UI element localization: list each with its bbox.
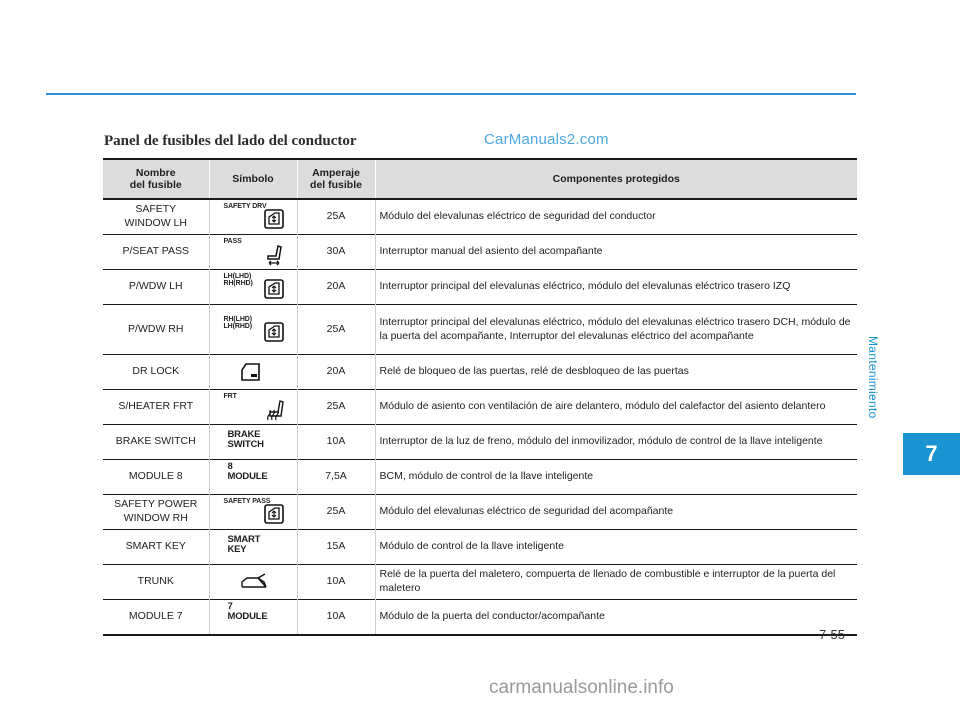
fuse-name: MODULE 7 [103, 600, 209, 636]
fuse-table [103, 158, 857, 636]
fuse-name: P/WDW LH [103, 270, 209, 305]
table-row [103, 565, 857, 600]
fuse-name: SAFETY WINDOW LH [103, 199, 209, 235]
table-row [103, 305, 857, 355]
protected-components: Interruptor de la luz de freno, módulo del inmovilizador, módulo de control de la llave inteligente [375, 425, 857, 460]
symbol-label: FRT [223, 393, 237, 400]
fuse-amperage: 25A [297, 390, 375, 425]
fuse-name: S/HEATER FRT [103, 390, 209, 425]
table-row [103, 600, 857, 636]
fuse-symbol [209, 199, 297, 235]
fuse-amperage: 25A [297, 305, 375, 355]
fuse-symbol [209, 530, 297, 565]
table-row [103, 460, 857, 495]
symbol-label: 8 MODULE [227, 461, 268, 482]
header-amperage: Amperaje del fusible [297, 159, 375, 199]
table-row [103, 199, 857, 235]
symbol-label: SMART KEY [227, 534, 261, 555]
protected-components: BCM, módulo de control de la llave inteligente [375, 460, 857, 495]
symbol-box [214, 567, 293, 597]
symbol-label: BRAKE SWITCH [227, 429, 264, 450]
symbol-box [214, 237, 293, 267]
fuse-name: MODULE 8 [103, 460, 209, 495]
header-fuse-name: Nombre del fusible [103, 159, 209, 199]
fuse-amperage: 10A [297, 565, 375, 600]
top-rule [46, 93, 856, 95]
fuse-amperage: 20A [297, 270, 375, 305]
fuse-symbol [209, 600, 297, 636]
fuse-amperage: 20A [297, 355, 375, 390]
protected-components: Módulo de control de la llave inteligente [375, 530, 857, 565]
protected-components: Interruptor principal del elevalunas eléctrico, módulo del elevalunas eléctrico trasero DCH, módulo de la puerta del acompañante, Interruptor del elevalunas eléctrico del acompañante [375, 305, 857, 355]
fuse-name: DR LOCK [103, 355, 209, 390]
symbol-box [214, 392, 293, 422]
table-row [103, 425, 857, 460]
protected-components: Módulo del elevalunas eléctrico de seguridad del conductor [375, 199, 857, 235]
protected-components: Relé de la puerta del maletero, compuerta de llenado de combustible e interruptor de la puerta del maletero [375, 565, 857, 600]
table-header-row [103, 159, 857, 199]
symbol-label: 7 MODULE [227, 601, 268, 622]
window-switch-icon [264, 504, 284, 529]
symbol-box [214, 462, 293, 492]
symbol-box [214, 427, 293, 457]
door-lock-icon [240, 362, 262, 387]
fuse-amperage: 30A [297, 235, 375, 270]
watermark-bottom: carmanualsonline.info [489, 677, 674, 698]
protected-components: Módulo de la puerta del conductor/acompañante [375, 600, 857, 636]
fuse-symbol [209, 355, 297, 390]
table-row [103, 270, 857, 305]
window-switch-icon [264, 279, 284, 304]
fuse-amperage: 25A [297, 199, 375, 235]
fuse-rows [103, 199, 857, 635]
fuse-symbol [209, 460, 297, 495]
symbol-label: SAFETY PASS [223, 498, 271, 505]
fuse-name: TRUNK [103, 565, 209, 600]
fuse-amperage: 25A [297, 495, 375, 530]
page-number: 7-55 [819, 627, 846, 642]
table-row [103, 495, 857, 530]
fuse-name: BRAKE SWITCH [103, 425, 209, 460]
fuse-symbol [209, 305, 297, 355]
fuse-name: SAFETY POWER WINDOW RH [103, 495, 209, 530]
table-row [103, 355, 857, 390]
trunk-icon [240, 572, 270, 595]
seat-icon [264, 244, 286, 271]
header-components: Componentes protegidos [375, 159, 857, 199]
symbol-label: RH(LHD) LH(RHD) [223, 315, 252, 330]
symbol-label: LH(LHD) RH(RHD) [223, 273, 253, 288]
fuse-symbol [209, 235, 297, 270]
symbol-box [214, 497, 293, 527]
window-switch-icon [264, 322, 284, 347]
protected-components: Interruptor manual del asiento del acompañante [375, 235, 857, 270]
table-row [103, 390, 857, 425]
symbol-box [214, 315, 293, 345]
protected-components: Módulo de asiento con ventilación de aire delantero, módulo del calefactor del asiento delantero [375, 390, 857, 425]
symbol-box [214, 202, 293, 232]
header-symbol: Símbolo [209, 159, 297, 199]
table-row [103, 530, 857, 565]
fuse-amperage: 10A [297, 425, 375, 460]
symbol-label: SAFETY DRV [223, 203, 267, 210]
fuse-symbol [209, 390, 297, 425]
seat-heater-icon [264, 399, 288, 426]
symbol-box [214, 532, 293, 562]
table-row [103, 235, 857, 270]
fuse-name: P/SEAT PASS [103, 235, 209, 270]
fuse-amperage: 7,5A [297, 460, 375, 495]
section-title: Panel de fusibles del lado del conductor [104, 133, 357, 149]
fuse-name: SMART KEY [103, 530, 209, 565]
symbol-box [214, 272, 293, 302]
fuse-symbol [209, 425, 297, 460]
symbol-box [214, 602, 293, 632]
symbol-label: PASS [223, 238, 242, 245]
protected-components: Interruptor principal del elevalunas eléctrico, módulo del elevalunas eléctrico trasero IZQ [375, 270, 857, 305]
fuse-amperage: 15A [297, 530, 375, 565]
protected-components: Módulo del elevalunas eléctrico de seguridad del acompañante [375, 495, 857, 530]
fuse-amperage: 10A [297, 600, 375, 636]
chapter-label: Mantenimiento [866, 336, 880, 419]
window-switch-icon [264, 209, 284, 234]
fuse-symbol [209, 565, 297, 600]
fuse-name: P/WDW RH [103, 305, 209, 355]
chapter-tab: 7 [903, 433, 960, 475]
fuse-symbol [209, 270, 297, 305]
protected-components: Relé de bloqueo de las puertas, relé de desbloqueo de las puertas [375, 355, 857, 390]
fuse-symbol [209, 495, 297, 530]
watermark-top: CarManuals2.com [484, 131, 609, 148]
symbol-box [214, 357, 293, 387]
